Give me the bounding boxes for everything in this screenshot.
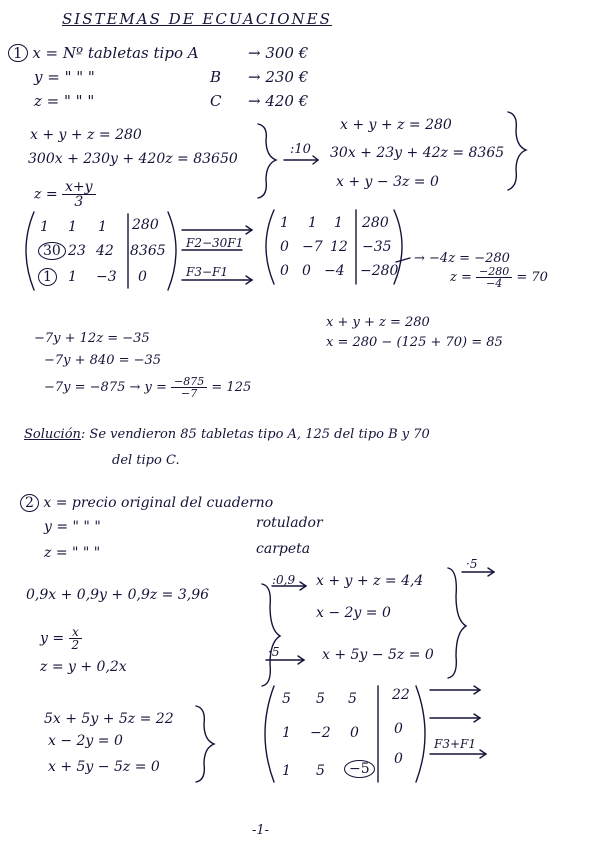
- p2-op-times: ·5: [268, 645, 280, 659]
- m1-r2c1: [38, 242, 66, 260]
- z-result-lhs: z =: [450, 270, 472, 285]
- op-divide-10: :10: [290, 142, 311, 157]
- arrow-p2-times-head: [298, 656, 304, 664]
- eq1-3: [34, 180, 96, 209]
- m3-r3c1: 1: [282, 763, 291, 779]
- arrow-op-1-head: [246, 226, 252, 234]
- y-step-2: −7y + 840 = −35: [44, 353, 162, 368]
- solution-line-1: [24, 428, 430, 441]
- p2-def-x-text: x = precio original del cuaderno: [43, 495, 274, 511]
- row-op-f3: F3−F1: [186, 265, 228, 279]
- z-result-num: −280: [476, 266, 512, 278]
- problem-2-number: 2: [20, 494, 39, 512]
- m2-r2c2: −7: [302, 239, 323, 255]
- m1-rhs2: 8365: [130, 243, 166, 259]
- p2-eq1-3: z = y + 0,2x: [40, 659, 127, 675]
- eq2-2: 30x + 23y + 42z = 8365: [330, 145, 505, 161]
- m3-r3c3: [344, 760, 375, 778]
- matrix1-right-paren: [168, 212, 176, 290]
- p2-def-y-item: rotulador: [256, 515, 323, 531]
- eq2-3: x + y − 3z = 0: [336, 174, 439, 190]
- solution-line-2: del tipo C.: [112, 453, 180, 468]
- def-z-text: z = " " ": [34, 92, 95, 110]
- matrix1-left-paren: [26, 212, 34, 290]
- p2-eq3-1: 5x + 5y + 5z = 22: [44, 711, 174, 727]
- m3-r2c3: 0: [350, 725, 359, 741]
- m3-r1c3: 5: [348, 691, 357, 707]
- brace-p2-system2: [448, 568, 466, 678]
- row-op-f2: F2−30F1: [186, 236, 244, 250]
- m3-rhs1: 22: [392, 687, 410, 703]
- brace-p2-system3: [196, 706, 214, 782]
- y-step-3: [44, 376, 251, 399]
- y-step-3-lhs: −7y = −875 → y =: [44, 380, 167, 395]
- p2-y-fraction: [69, 626, 83, 651]
- m2-r2c3: 12: [330, 239, 348, 255]
- def-z-letter: C: [210, 92, 222, 110]
- m1-pivot-1: 1: [38, 268, 57, 286]
- arrow-m3-row2-head: [474, 714, 480, 722]
- m2-r1c2: 1: [308, 215, 317, 231]
- p2-eq3-3: x + 5y − 5z = 0: [48, 759, 160, 775]
- m1-r3c3: −3: [96, 269, 117, 285]
- m3-r2c2: −2: [310, 725, 331, 741]
- solution-label: Solución: [24, 427, 81, 442]
- m1-rhs3: 0: [138, 269, 147, 285]
- m1-rhs1: 280: [132, 217, 159, 233]
- m3-r2c1: 1: [282, 725, 291, 741]
- arrow-p2-right-head: [488, 568, 494, 576]
- problem-1-number: 1: [8, 44, 28, 62]
- m2-rhs1: 280: [362, 215, 389, 231]
- p2-y-frac-den: 2: [71, 638, 80, 652]
- p2-op-right: ·5: [466, 557, 478, 571]
- arrow-p2-divide-head: [300, 582, 306, 590]
- m1-r3c2: 1: [68, 269, 77, 285]
- m2-r2c1: 0: [280, 239, 289, 255]
- m3-r1c2: 5: [316, 691, 325, 707]
- y-frac-den: −7: [181, 387, 198, 400]
- matrix3-right-paren: [416, 686, 425, 782]
- p2-def-y-text: y = " " ": [44, 519, 101, 535]
- p2-eq3-2: x − 2y = 0: [48, 733, 123, 749]
- arrow-op-2-head: [246, 276, 252, 284]
- m2-r1c1: 1: [280, 215, 289, 231]
- eq1-2: 300x + 230y + 420z = 83650: [28, 151, 238, 167]
- arrow-m3-row1-head: [474, 686, 480, 694]
- solution-text: : Se vendieron 85 tabletas tipo A, 125 del tipo B y 70: [80, 427, 430, 442]
- z-frac-num: x+y: [62, 180, 96, 195]
- m3-r1c1: 5: [282, 691, 291, 707]
- z-result-value: = 70: [516, 270, 548, 285]
- arrow-divide-10-head: [313, 156, 318, 164]
- m1-r3c1: [38, 268, 57, 286]
- eq1-3-lhs: z =: [34, 186, 58, 203]
- m3-rhs3: 0: [394, 751, 403, 767]
- z-result-den: −4: [486, 277, 503, 290]
- page-number: -1-: [252, 823, 270, 838]
- m1-r1c2: 1: [68, 219, 77, 235]
- brace-system1: [258, 124, 276, 198]
- p2-eq1-2-lhs: y =: [40, 630, 65, 647]
- m2-rhs3: −280: [360, 263, 399, 279]
- m3-r3c2: 5: [316, 763, 325, 779]
- m1-r2c2: 23: [68, 243, 86, 259]
- price-b: → 230 €: [248, 68, 309, 86]
- m1-pivot-30: 30: [38, 242, 66, 260]
- m3-pivot-neg5: −5: [344, 760, 375, 778]
- p2-eq1-1: 0,9x + 0,9y + 0,9z = 3,96: [26, 587, 210, 603]
- p2-def-z-text: z = " " ": [44, 545, 101, 561]
- m2-r3c2: 0: [302, 263, 311, 279]
- y-fraction: [171, 376, 207, 399]
- def-y-letter: B: [210, 68, 222, 86]
- problem-1-def-x: [8, 44, 199, 62]
- z-result: [450, 266, 548, 289]
- x-step-2: x = 280 − (125 + 70) = 85: [326, 335, 503, 350]
- m1-r2c3: 42: [96, 243, 114, 259]
- brace-system2: [508, 112, 526, 190]
- price-c: → 420 €: [248, 92, 309, 110]
- p2-eq1-2: [40, 626, 82, 651]
- eq1-1: x + y + z = 280: [30, 127, 142, 143]
- eq2-1: x + y + z = 280: [340, 117, 452, 133]
- page-title: SISTEMAS DE ECUACIONES: [62, 10, 332, 28]
- p2-eq2-1: x + y + z = 4,4: [316, 573, 424, 589]
- m3-rhs2: 0: [394, 721, 403, 737]
- arrow-to-z: [396, 258, 410, 262]
- p2-op-divide: :0,9: [272, 573, 296, 587]
- p2-eq2-2: x − 2y = 0: [316, 605, 391, 621]
- y-frac-num: −875: [171, 376, 207, 388]
- matrix2-left-paren: [266, 210, 274, 284]
- p2-def-z-item: carpeta: [256, 541, 311, 557]
- y-result-value: = 125: [211, 380, 252, 395]
- m1-r1c1: 1: [40, 219, 49, 235]
- z-result-frac: [476, 266, 512, 289]
- z-fraction: [62, 180, 96, 209]
- def-y-text: y = " " ": [34, 68, 95, 86]
- matrix3-left-paren: [265, 686, 274, 782]
- x-step-1: x + y + z = 280: [326, 315, 430, 330]
- m2-r3c1: 0: [280, 263, 289, 279]
- brace-p2-system1: [262, 584, 280, 686]
- price-a: → 300 €: [248, 44, 309, 62]
- z-step: → −4z = −280: [414, 251, 510, 266]
- p2-eq2-3: x + 5y − 5z = 0: [322, 647, 434, 663]
- z-frac-den: 3: [74, 194, 84, 210]
- m2-rhs2: −35: [362, 239, 392, 255]
- m1-r1c3: 1: [98, 219, 107, 235]
- problem-2-def-x: [20, 494, 273, 512]
- p2-row-op: F3+F1: [434, 737, 476, 751]
- y-step-1: −7y + 12z = −35: [34, 331, 150, 346]
- p2-y-frac-num: x: [69, 626, 82, 639]
- m2-r1c3: 1: [334, 215, 343, 231]
- m2-r3c3: −4: [324, 263, 345, 279]
- def-x-text: x = Nº tabletas tipo A: [32, 44, 199, 62]
- arrow-m3-row3-head: [480, 750, 486, 758]
